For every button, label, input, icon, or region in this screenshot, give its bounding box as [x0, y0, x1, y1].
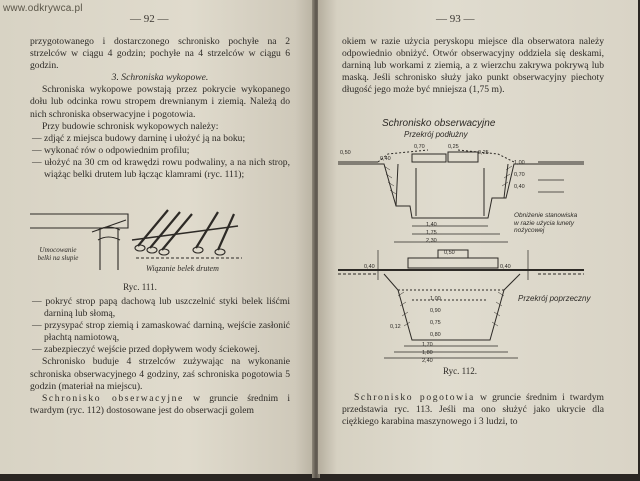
paragraph: Schronisko buduje 4 strzelców zużywając na wykonanie schroniska obserwacyjnego 4 godziny, zaś schroniska pogotowia 5 godzin (materiał na miejscu). [30, 356, 290, 392]
figure-caption: Ryc. 111. [123, 282, 157, 292]
dimension-label: 2,40 [422, 358, 433, 364]
paragraph: Przy budowie schronisk wykopowych należy: [42, 120, 219, 132]
dimension-label: 1,00 [514, 160, 525, 166]
dimension-label: 0,80 [430, 332, 441, 338]
dimension-label: 0,70 [514, 172, 525, 178]
dimension-label: 0,25 [478, 150, 489, 156]
right-text-block [342, 36, 604, 96]
left-text-block-2 [30, 296, 290, 417]
figure-112-drawing [338, 140, 586, 360]
figure-caption: Ryc. 112. [442, 366, 478, 376]
paragraph: okiem w razie użycia peryskopu miejsce dla obserwatora należy odpowiednio obniżyć. Otwór obserwacyjny oddziela się deskami, darniną lub workami z ziemią, a z wierzchu zakrywa pokrywą lub maską. Jeśli schronisko służy jako punkt obserwacyjny piechoty długość jego może być mniejsza (1,75 m). [342, 36, 604, 96]
step-item: — zabezpieczyć wejście przed dopływem wody ściekowej. [32, 344, 260, 356]
watermark: www.odkrywca.pl [3, 3, 83, 14]
dimension-label: 0,50 [340, 150, 351, 156]
dimension-label: 0,40 [380, 156, 391, 162]
dimension-label: 0,70 [414, 144, 425, 150]
paragraph-lead: Schronisko pogotowia [354, 392, 475, 403]
figure-label-tying: Wiązanie belek drutem [146, 264, 219, 273]
step-item: — wykonać rów o odpowiednim profilu; [32, 144, 190, 156]
dimension-label: 0,90 [430, 308, 441, 314]
dimension-label: 1,75 [426, 230, 437, 236]
step-item: — zdjąć z miejsca budowy darninę i ułożyć ją na boku; [32, 132, 246, 144]
right-page [318, 0, 638, 474]
figure-label-binding: Umocowanie belki na słupie [37, 246, 79, 262]
step-item: — ułożyć na 30 cm od krawędzi rowu podwaliny, a na nich strop, wiążąc belki drutem lub łącząc klamrami (ryc. 111); [32, 156, 290, 181]
dimension-label: 0,50 [444, 250, 455, 256]
dimension-label: 1,70 [422, 342, 433, 348]
paragraph-rest: w gruncie średnim i twardym przedstawia ryc. 113. Jeśli ma ono służyć jako ukrycie dla ciężkiego karabina maszynowego i 3 ludzi, to [342, 392, 604, 428]
intro-paragraph: przygotowanego i dostarczonego schronisko pochyłe na 2 strzelców w ciągu 4 godzin; pochyłe na 4 strzelców w ciągu 6 godzin. [30, 36, 290, 72]
dimension-label: 0,25 [448, 144, 459, 150]
left-text-block [30, 36, 290, 181]
dimension-label: 0,40 [500, 264, 511, 270]
step-item: — pokryć strop papą dachową lub uszczelnić styki belek liśćmi darniną lub słomą, [32, 296, 290, 320]
section-label-longitudinal: Przekrój podłużny [404, 130, 468, 139]
dimension-label: 2,30 [426, 238, 437, 244]
right-text-block-2 [342, 392, 604, 428]
dimension-label: 1,80 [422, 350, 433, 356]
paragraph: Schroniska wykopowe powstają przez pokrycie wykopanego dołu lub odcinka rowu stropem drewnianym i ziemią. Należą do nich schroniska obserwacyjne i pogotowia. [30, 84, 290, 120]
figure-111-drawing [28, 200, 260, 288]
paragraph-rest: w gruncie średnim i twardym (ryc. 112) dostosowane jest do obserwacji golem [30, 392, 290, 416]
dimension-label: 0,40 [514, 184, 525, 190]
paragraph-lead: Schronisko obserwacyjne [42, 392, 184, 404]
section-heading: 3. Schroniska wykopowe. [111, 72, 209, 84]
dimension-label: 0,75 [430, 320, 441, 326]
paragraph [342, 392, 604, 428]
step-item: — przysypać strop ziemią i zamaskować darniną, wejście zasłonić płachtą namiotową, [32, 320, 290, 344]
figure-note: Obniżenie stanowiska w razie użycia lunety nożycowej [514, 212, 578, 234]
paragraph [30, 393, 290, 417]
figure-title: Schronisko obserwacyjne [382, 118, 496, 129]
page-number: — 92 — [130, 13, 169, 25]
page-number: — 93 — [436, 13, 475, 25]
dimension-label: 0,40 [364, 264, 375, 270]
dimension-label: 0,12 [390, 324, 401, 330]
dimension-label: 1,00 [430, 296, 441, 302]
dimension-label: 1,40 [426, 222, 437, 228]
left-page [0, 0, 314, 474]
section-label-cross: Przekrój poprzeczny [518, 294, 591, 303]
